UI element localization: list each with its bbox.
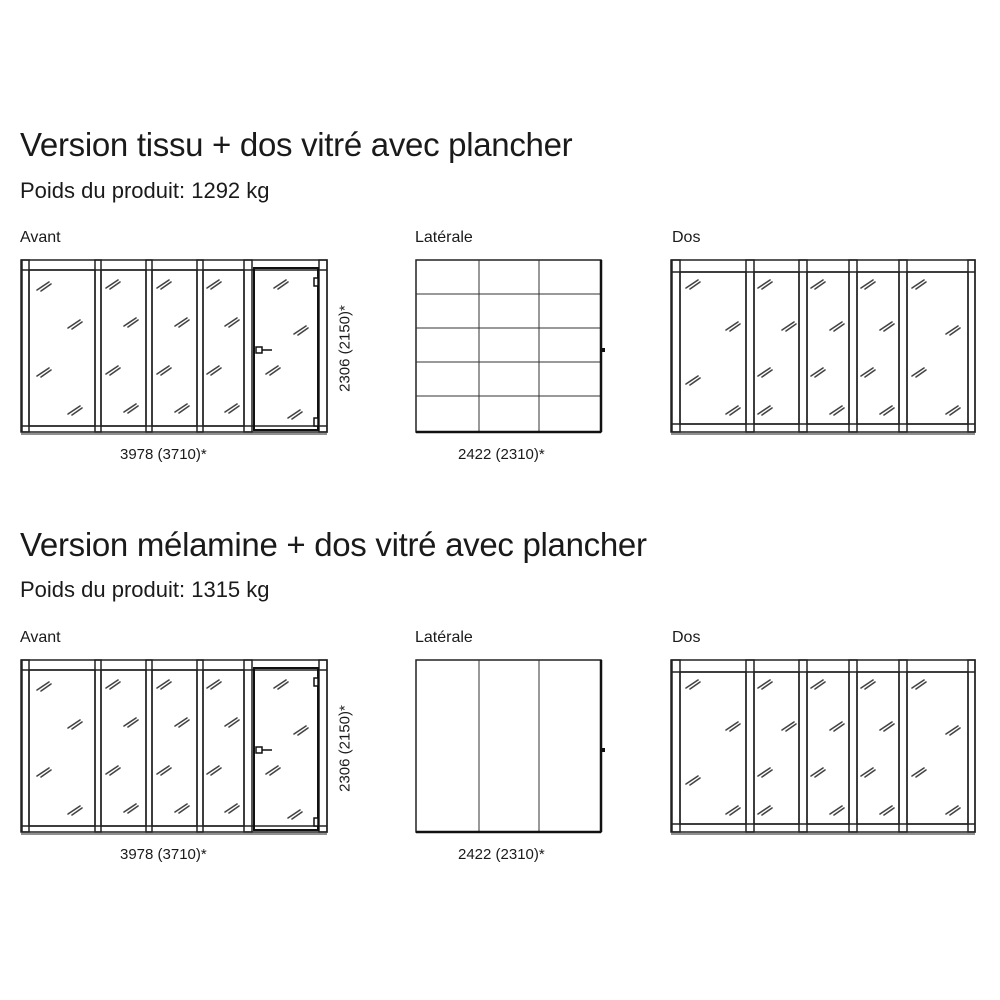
front-height-dimension: 2306 (2150)* bbox=[336, 705, 354, 792]
view-label-front: Avant bbox=[20, 629, 61, 646]
side-view-drawing bbox=[415, 258, 610, 438]
view-label-back: Dos bbox=[672, 629, 701, 646]
front-width-dimension: 3978 (3710)* bbox=[120, 446, 207, 463]
front-width-dimension: 3978 (3710)* bbox=[120, 846, 207, 863]
section-title: Version mélamine + dos vitré avec plancher bbox=[20, 526, 647, 563]
section-title: Version tissu + dos vitré avec plancher bbox=[20, 126, 573, 163]
view-label-side: Latérale bbox=[415, 629, 473, 646]
side-width-dimension: 2422 (2310)* bbox=[458, 846, 545, 863]
view-label-front: Avant bbox=[20, 229, 61, 246]
side-width-dimension: 2422 (2310)* bbox=[458, 446, 545, 463]
product-weight: Poids du produit: 1292 kg bbox=[20, 178, 270, 203]
front-view-drawing bbox=[20, 258, 330, 438]
back-view-drawing bbox=[670, 258, 980, 438]
view-label-back: Dos bbox=[672, 229, 701, 246]
view-label-side: Latérale bbox=[415, 229, 473, 246]
front-height-dimension: 2306 (2150)* bbox=[336, 305, 354, 392]
product-weight: Poids du produit: 1315 kg bbox=[20, 577, 270, 602]
front-view-drawing bbox=[20, 658, 330, 838]
side-view-drawing bbox=[415, 658, 610, 838]
back-view-drawing bbox=[670, 658, 980, 838]
